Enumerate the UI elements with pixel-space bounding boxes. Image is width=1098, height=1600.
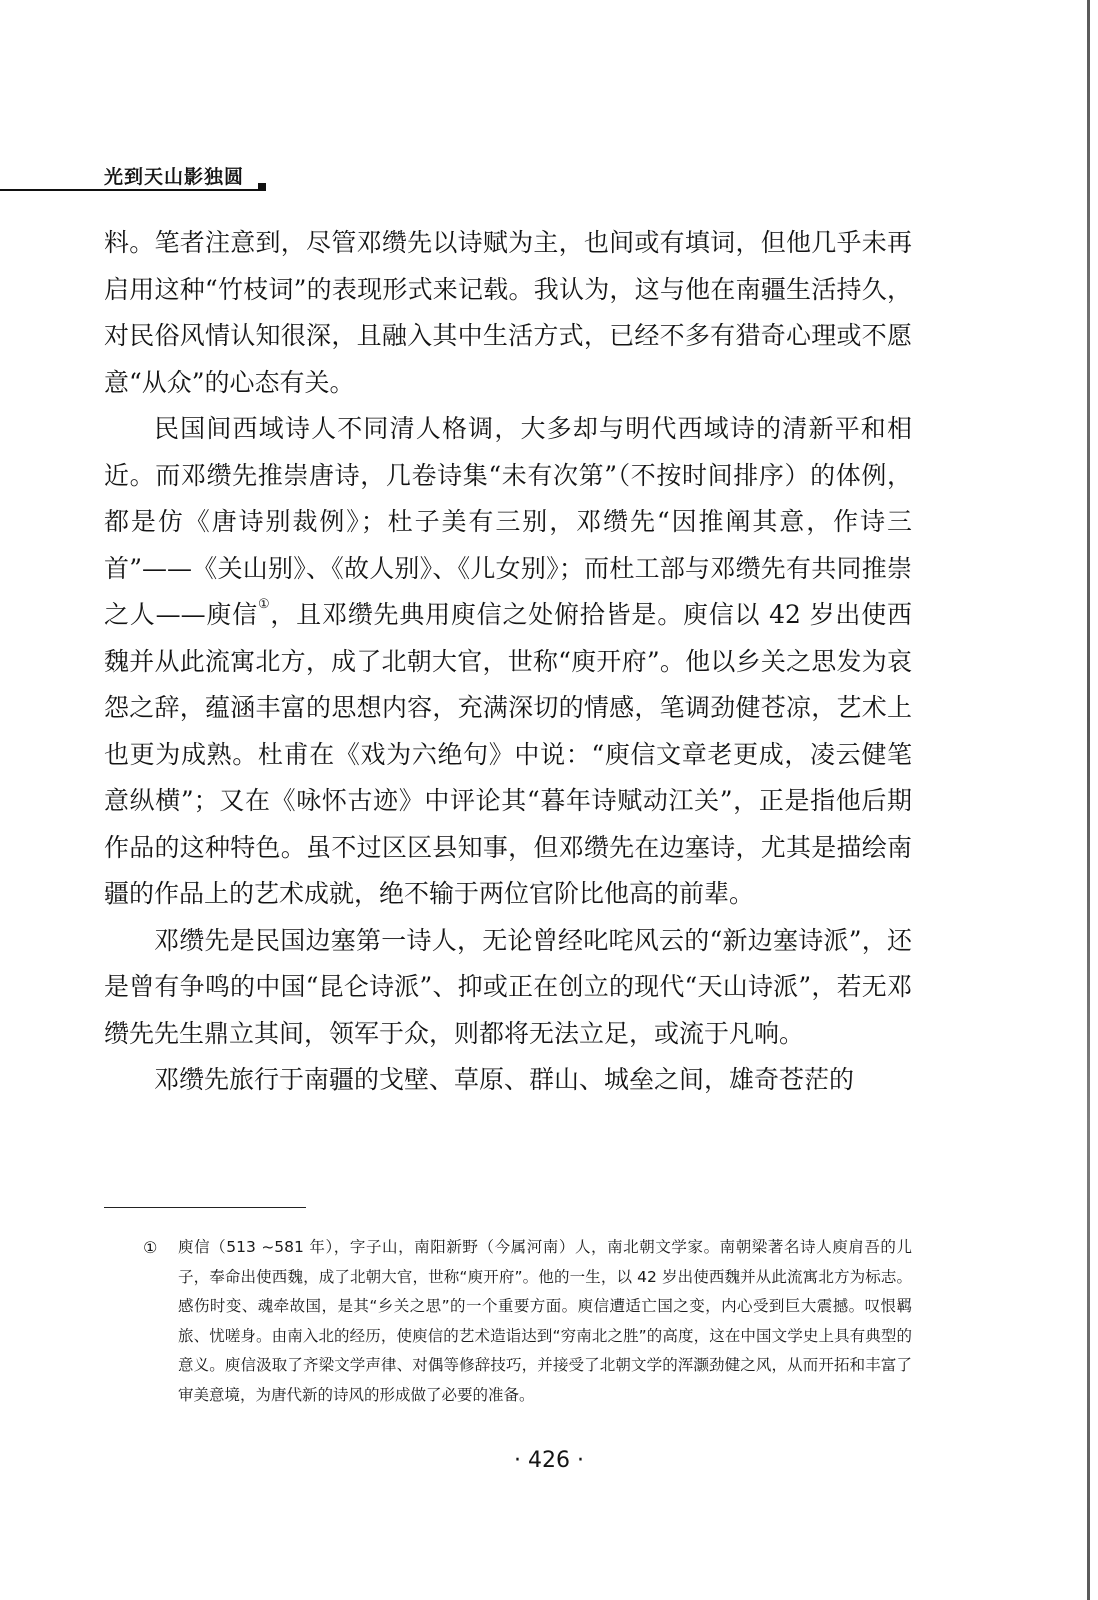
footnote xyxy=(144,1233,912,1410)
header-square-marker xyxy=(258,183,266,191)
paragraph: 邓缵先旅行于南疆的戈壁、草原、群山、城垒之间，雄奇苍茫的 xyxy=(154,1065,855,1094)
paragraph xyxy=(104,406,912,918)
header-rule xyxy=(0,189,264,191)
scan-edge-shadow xyxy=(1087,0,1090,1600)
paragraph-text: 民国间西域诗人不同清人格调，大多却与明代西域诗的清新平和相近。而邓缵先推崇唐诗，几卷诗集“未有次第”（不按时间排序）的体例，都是仿《唐诗别裁例》；杜子美有三别，邓缵先“因推阐其意，作诗三首”——《关山别》、《故人别》、《儿女别》；而杜工部与邓缵先有共同推崇之人——庾信 xyxy=(104,414,912,629)
footnote-reference[interactable]: ① xyxy=(257,597,271,612)
paragraph-text: ，且邓缵先典用庾信之处俯拾皆是。庾信以 42 岁出使西魏并从此流寓北方，成了北朝大官，世称“庾开府”。他以乡关之思发为哀怨之辞，蕴涵丰富的思想内容，充满深切的情感，笔调劲健苍凉，艺术上也更为成熟。杜甫在《戏为六绝句》中说：“庾信文章老更成，凌云健笔意纵横”；又在《咏怀古迹》中评论其“暮年诗赋动江关”，正是指他后期作品的这种特色。虽不过区区县知事，但邓缵先在边塞诗，尤其是描绘南疆的作品上的艺术成就，绝不输于两位官阶比他高的前辈。 xyxy=(104,600,912,908)
page-number: · 426 · xyxy=(514,1448,584,1473)
paragraph: 邓缵先是民国边塞第一诗人，无论曾经叱咤风云的“新边塞诗派”，还是曾有争鸣的中国“昆仑诗派”、抑或正在创立的现代“天山诗派”，若无邓缵先先生鼎立其间，领军于众，则都将无法立足，或流于凡响。 xyxy=(104,925,912,1048)
footnote-separator xyxy=(104,1207,306,1208)
running-header xyxy=(0,162,280,192)
running-header-title: 光到天山影独圆 xyxy=(104,166,245,188)
footnote-marker: ① xyxy=(143,1238,158,1257)
paragraph-continued: 料。笔者注意到，尽管邓缵先以诗赋为主，也间或有填词，但他几乎未再启用这种“竹枝词”的表现形式来记载。我认为，这与他在南疆生活持久，对民俗风情认知很深，且融入其中生活方式，已经不多有猎奇心理或不愿意“从众”的心态有关。 xyxy=(104,228,912,397)
footnote-text: 庾信（513 ~581 年），字子山，南阳新野（今属河南）人，南北朝文学家。南朝梁著名诗人庾肩吾的儿子，奉命出使西魏，成了北朝大官，世称“庾开府”。他的一生，以 42 岁出使西魏并从此流寓北方为标志。感伤时变、魂牵故国，是其“乡关之思”的一个重要方面。庾信遭适亡国之变，内心受到巨大震撼。叹恨羁旅、忧嗟身。由南入北的经历，使庾信的艺术造诣达到“穷南北之胜”的高度，这在中国文学史上具有典型的意义。庾信汲取了齐梁文学声律、对偶等修辞技巧，并接受了北朝文学的浑灏劲健之风，从而开拓和丰富了审美意境，为唐代新的诗风的形成做了必要的准备。 xyxy=(178,1238,912,1404)
body-text xyxy=(104,220,912,1104)
